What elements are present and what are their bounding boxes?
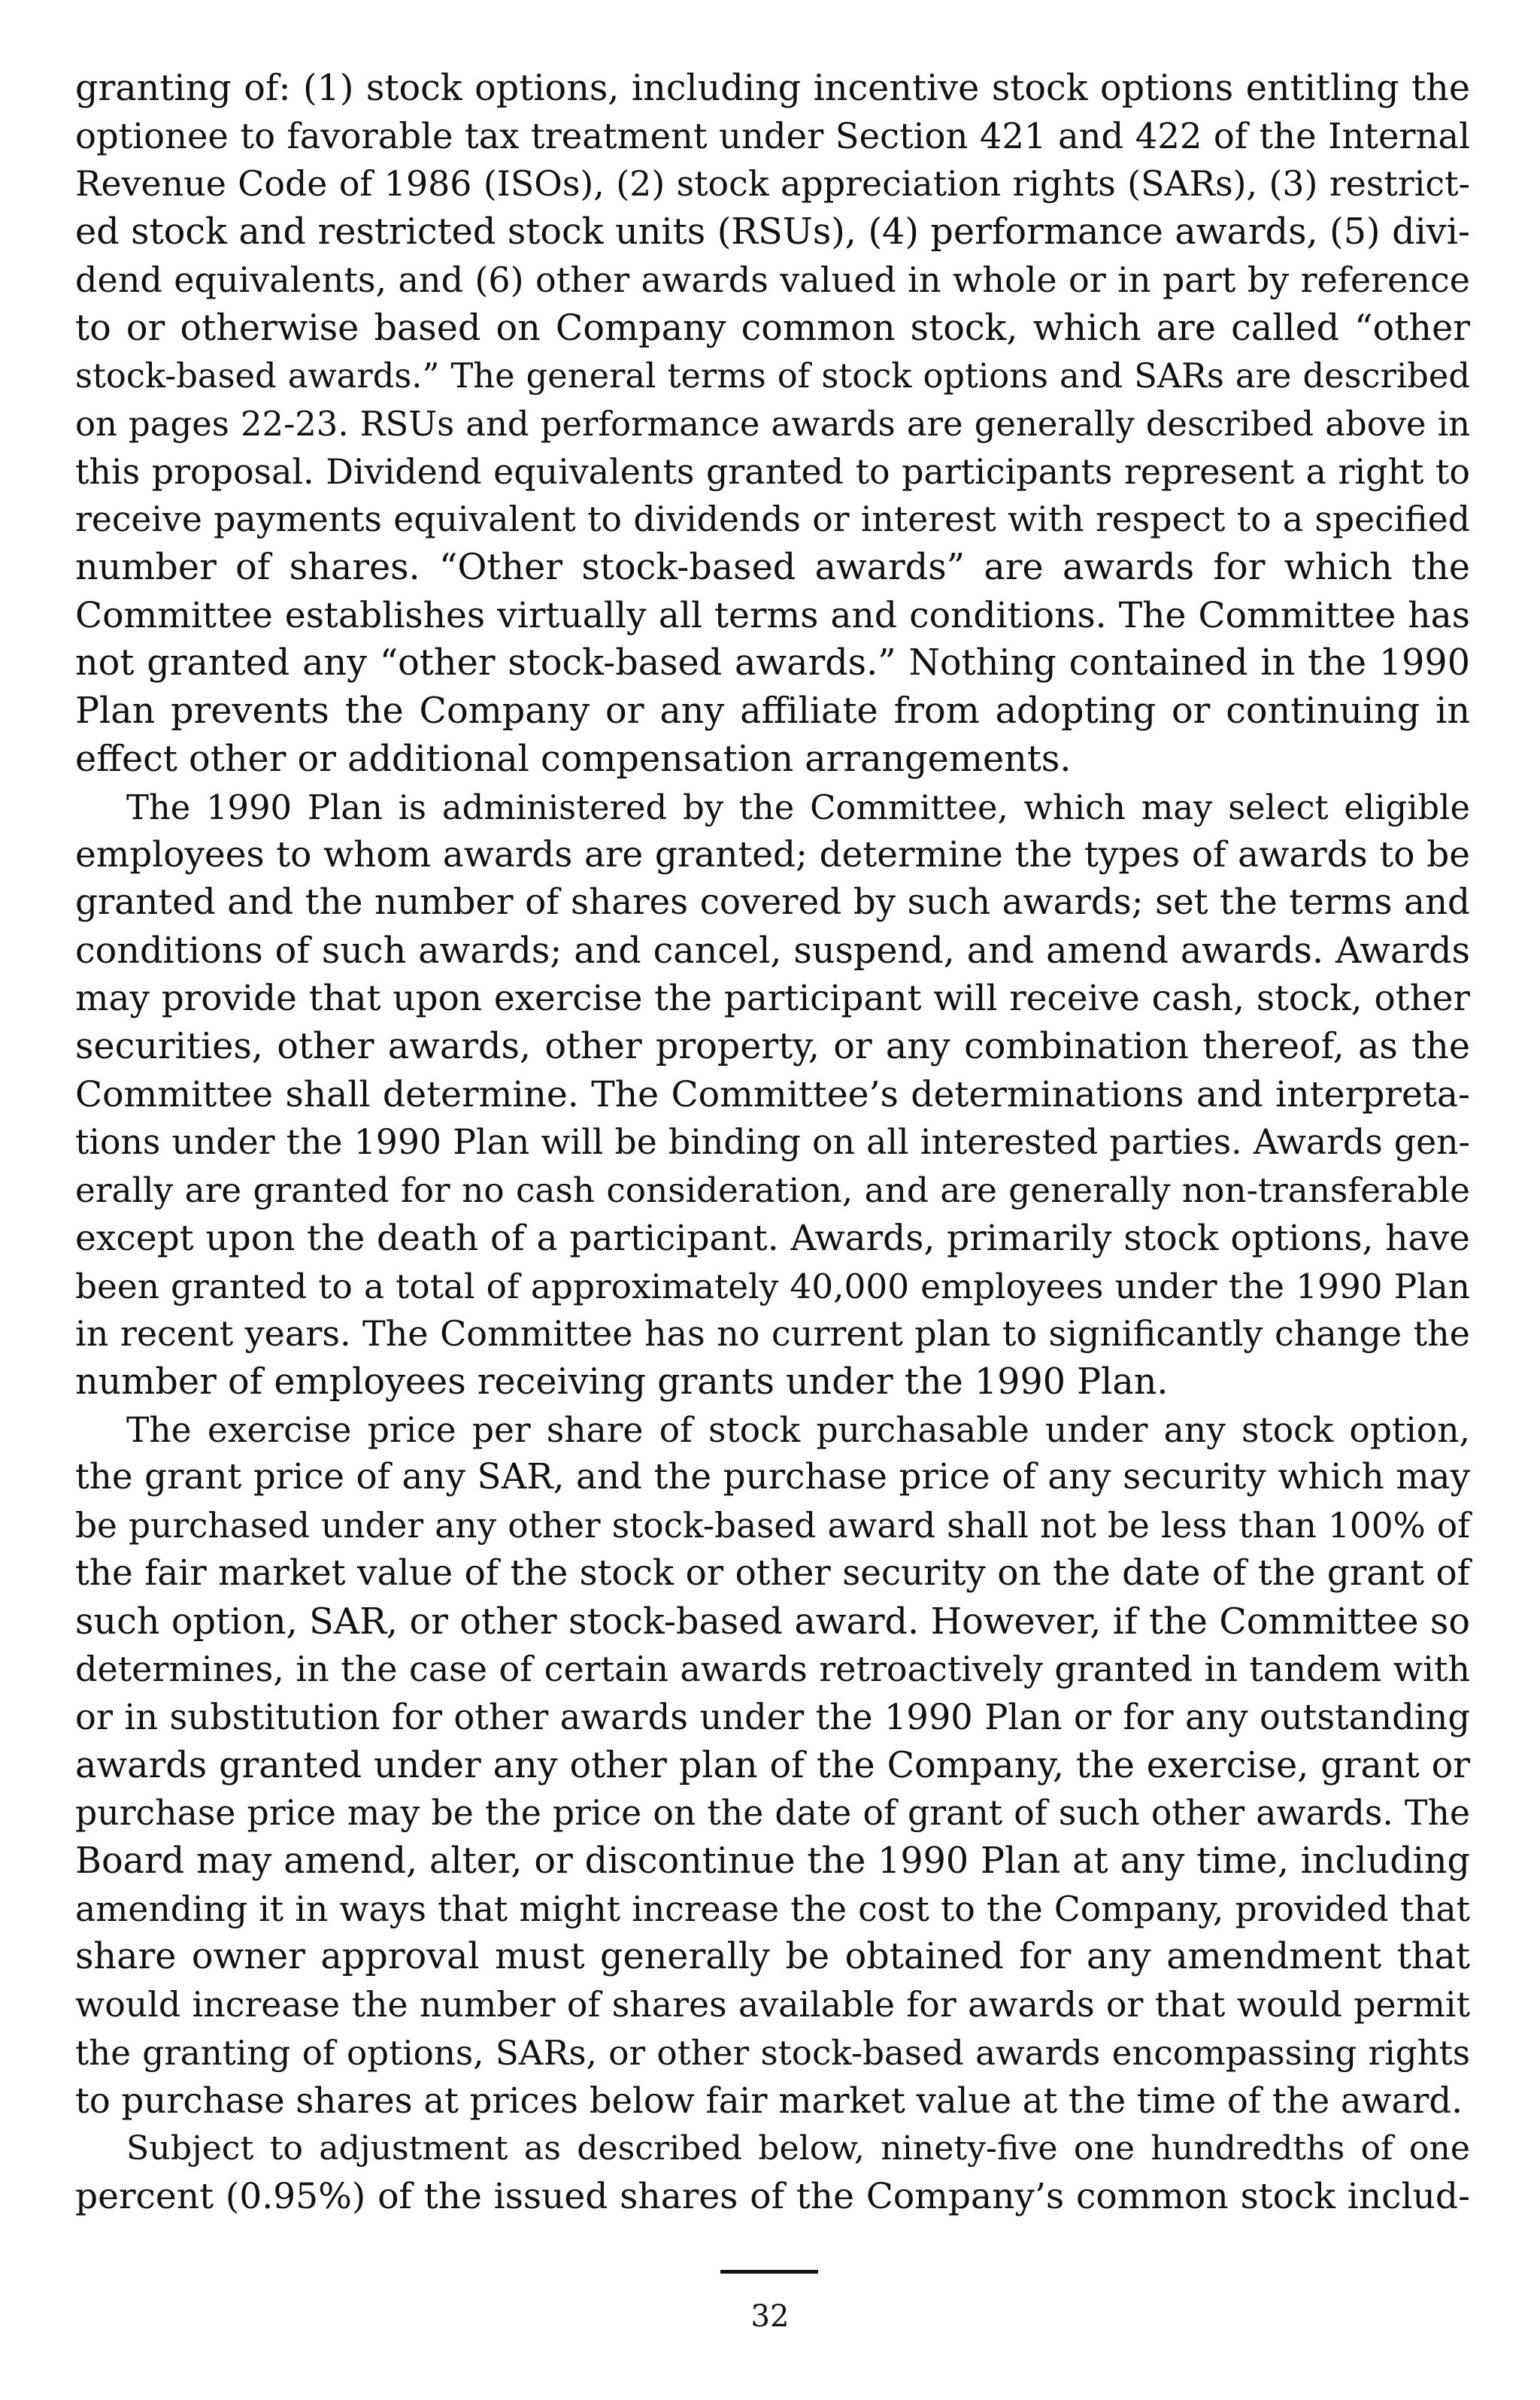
text-line: Revenue Code of 1986 (ISOs), (2) stock appreciation rights (SARs), (3) restrict-	[75, 163, 1470, 205]
text-line: Subject to adjustment as described below, ninety-five one hundredths of one	[126, 2129, 1470, 2168]
text-line: to or otherwise based on Company common stock, which are called “other	[75, 307, 1470, 349]
text-line: Board may amend, alter, or discontinue the 1990 Plan at any time, including	[75, 1840, 1470, 1883]
text-line: been granted to a total of approximately 40,000 employees under the 1990 Plan	[75, 1266, 1470, 1306]
text-line: Committee establishes virtually all terms and conditions. The Committee has	[75, 594, 1470, 636]
text-line: number of employees receiving grants under the 1990 Plan.	[75, 1361, 1169, 1403]
text-line: the granting of options, SARs, or other stock-based awards encompassing rights	[75, 2032, 1470, 2073]
text-line: securities, other awards, other property, or any combination thereof, as the	[75, 1026, 1470, 1068]
text-line: Committee shall determine. The Committee’s determinations and interpreta-	[75, 1073, 1470, 1115]
text-line: dend equivalents, and (6) other awards valued in whole or in part by reference	[75, 259, 1470, 300]
paragraph	[75, 65, 1470, 784]
page-number: 32	[750, 2299, 790, 2334]
text-line: on pages 22-23. RSUs and performance awards are generally described above in	[75, 403, 1470, 444]
text-line: stock-based awards.” The general terms of stock options and SARs are described	[75, 356, 1470, 396]
text-line: share owner approval must generally be obtained for any amendment that	[75, 1936, 1470, 1978]
text-line: this proposal. Dividend equivalents granted to participants represent a right to	[75, 451, 1470, 492]
text-line: in recent years. The Committee has no current plan to significantly change the	[75, 1313, 1470, 1355]
text-line: conditions of such awards; and cancel, suspend, and amend awards. Awards	[75, 930, 1470, 972]
text-line: purchase price may be the price on the date of grant of such other awards. The	[75, 1793, 1470, 1834]
paragraph	[75, 784, 1470, 1406]
text-line: ed stock and restricted stock units (RSUs), (4) performance awards, (5) divi-	[75, 211, 1470, 253]
text-line: percent (0.95%) of the issued shares of the Company’s common stock includ-	[75, 2175, 1470, 2217]
body-text	[75, 65, 1470, 2221]
text-line: awards granted under any other plan of the Company, the exercise, grant or	[75, 1744, 1470, 1786]
text-line: would increase the number of shares available for awards or that would permit	[75, 1984, 1470, 2025]
text-line: to purchase shares at prices below fair market value at the time of the award.	[75, 2080, 1463, 2121]
text-line: The 1990 Plan is administered by the Committee, which may select eligible	[126, 787, 1470, 827]
paragraph	[75, 2125, 1470, 2220]
text-line: employees to whom awards are granted; determine the types of awards to be	[75, 834, 1470, 876]
text-line: granted and the number of shares covered by such awards; set the terms and	[75, 881, 1470, 923]
text-line: optionee to favorable tax treatment under Section 421 and 422 of the Internal	[75, 115, 1470, 156]
text-line: such option, SAR, or other stock-based award. However, if the Committee so	[75, 1601, 1470, 1643]
text-line: or in substitution for other awards under the 1990 Plan or for any outstanding	[75, 1696, 1470, 1737]
text-line: amending it in ways that might increase the cost to the Company, provided that	[75, 1889, 1470, 1929]
text-line: may provide that upon exercise the participant will receive cash, stock, other	[75, 978, 1470, 1020]
text-line: not granted any “other stock-based awards.” Nothing contained in the 1990	[75, 642, 1470, 684]
text-line: tions under the 1990 Plan will be binding on all interested parties. Awards gen-	[75, 1122, 1470, 1163]
text-line: determines, in the case of certain awards retroactively granted in tandem with	[75, 1649, 1470, 1690]
paragraph	[75, 1406, 1470, 2125]
text-line: erally are granted for no cash consideration, and are generally non-transferable	[75, 1170, 1470, 1211]
text-line: be purchased under any other stock-based award shall not be less than 100% of	[75, 1506, 1470, 1546]
text-line: number of shares. “Other stock-based awards” are awards for which the	[75, 547, 1470, 589]
text-line: the grant price of any SAR, and the purchase price of any security which may	[75, 1457, 1470, 1498]
text-line: except upon the death of a participant. Awards, primarily stock options, have	[75, 1217, 1470, 1259]
text-line: granting of: (1) stock options, including incentive stock options entitling the	[75, 68, 1470, 109]
text-line: the fair market value of the stock or other security on the date of the grant of	[75, 1552, 1470, 1594]
text-line: effect other or additional compensation arrangements.	[75, 738, 1072, 780]
footer-rule	[720, 2270, 818, 2274]
text-line: The exercise price per share of stock purchasable under any stock option,	[126, 1409, 1470, 1450]
text-line: receive payments equivalent to dividends or interest with respect to a specified	[75, 499, 1470, 540]
text-line: Plan prevents the Company or any affiliate from adopting or continuing in	[75, 690, 1470, 733]
